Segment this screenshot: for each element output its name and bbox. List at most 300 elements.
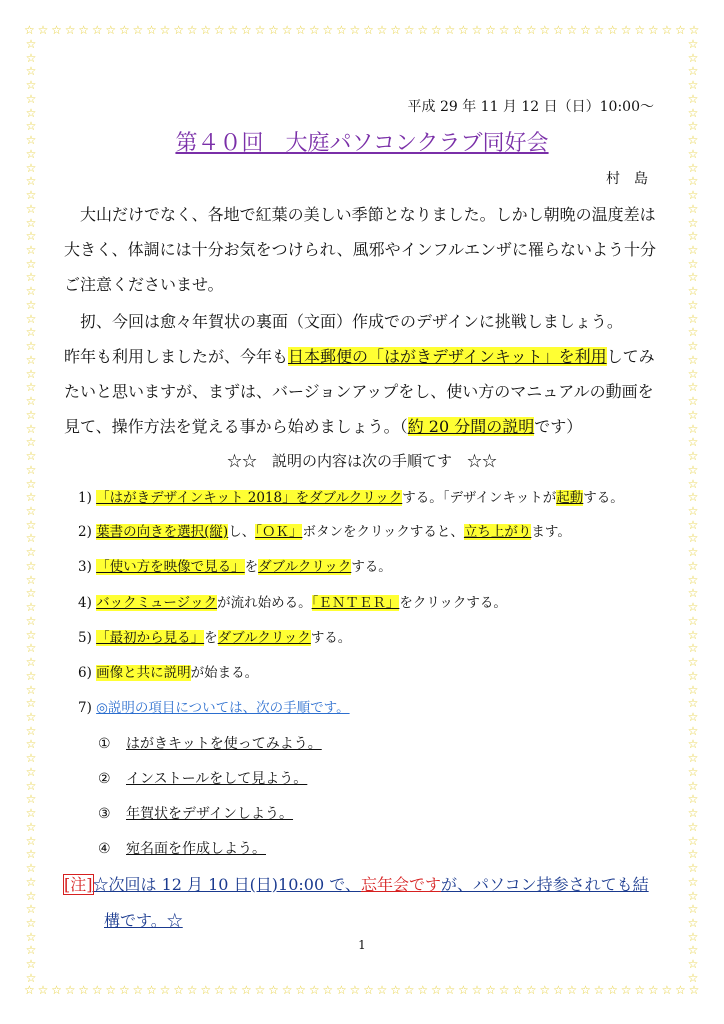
star-icon: ☆ bbox=[687, 627, 699, 642]
star-icon: ☆ bbox=[687, 215, 699, 230]
star-icon: ☆ bbox=[25, 270, 37, 285]
star-icon: ☆ bbox=[687, 861, 699, 876]
star-icon: ☆ bbox=[661, 984, 673, 997]
star-icon: ☆ bbox=[390, 24, 401, 37]
star-icon: ☆ bbox=[25, 970, 37, 984]
star-icon: ☆ bbox=[25, 874, 37, 889]
intro-p2-first-line: 扨、今回は愈々年賀状の裏面（文面）作成でのデザインに挑戦しましょう。 bbox=[80, 312, 623, 331]
star-icon: ☆ bbox=[25, 229, 37, 244]
star-icon: ☆ bbox=[91, 984, 103, 997]
star-icon: ☆ bbox=[25, 38, 37, 51]
star-icon: ☆ bbox=[132, 984, 144, 997]
star-icon: ☆ bbox=[363, 24, 374, 37]
star-icon: ☆ bbox=[25, 50, 37, 65]
star-icon: ☆ bbox=[675, 24, 686, 37]
star-icon: ☆ bbox=[25, 847, 37, 862]
star-icon: ☆ bbox=[634, 24, 646, 37]
star-icon: ☆ bbox=[25, 64, 37, 79]
star-icon: ☆ bbox=[525, 984, 537, 997]
star-icon: ☆ bbox=[25, 311, 37, 326]
star-icon: ☆ bbox=[417, 984, 429, 997]
star-icon: ☆ bbox=[25, 297, 37, 312]
star-icon: ☆ bbox=[25, 325, 37, 340]
star-icon: ☆ bbox=[687, 902, 699, 917]
star-icon: ☆ bbox=[349, 24, 361, 37]
star-icon: ☆ bbox=[620, 984, 632, 997]
star-icon: ☆ bbox=[308, 984, 320, 997]
star-icon: ☆ bbox=[687, 243, 699, 258]
sub-item-text: 宛名面を作成しよう。 bbox=[126, 841, 266, 857]
star-icon: ☆ bbox=[200, 24, 212, 37]
step-2-highlight: 葉書の向きを選択(縦) bbox=[96, 524, 229, 540]
star-icon: ☆ bbox=[687, 517, 699, 532]
star-icon: ☆ bbox=[607, 24, 618, 37]
star-icon: ☆ bbox=[64, 24, 76, 37]
star-icon: ☆ bbox=[687, 174, 699, 189]
star-icon: ☆ bbox=[268, 24, 279, 37]
star-icon: ☆ bbox=[132, 24, 144, 37]
star-icon: ☆ bbox=[25, 352, 37, 367]
star-icon: ☆ bbox=[593, 24, 605, 37]
star-icon: ☆ bbox=[25, 545, 37, 560]
star-icon: ☆ bbox=[403, 24, 415, 37]
star-icon: ☆ bbox=[687, 201, 699, 216]
star-icon: ☆ bbox=[25, 421, 37, 436]
star-icon: ☆ bbox=[25, 819, 37, 834]
star-icon: ☆ bbox=[227, 984, 239, 997]
star-icon: ☆ bbox=[25, 146, 37, 161]
star-icon: ☆ bbox=[25, 655, 37, 670]
star-icon: ☆ bbox=[25, 394, 37, 409]
star-icon: ☆ bbox=[254, 24, 266, 37]
step-1 bbox=[78, 486, 624, 506]
star-icon: ☆ bbox=[159, 984, 171, 997]
star-icon: ☆ bbox=[687, 105, 699, 120]
sub-item bbox=[98, 803, 293, 823]
star-icon: ☆ bbox=[25, 517, 37, 532]
sub-item-text: インストールをして見よう。 bbox=[126, 771, 308, 787]
star-icon: ☆ bbox=[687, 188, 699, 203]
intro-p2-text-b: 昨年も利用しましたが、今年も bbox=[64, 347, 289, 366]
step-number: 4) bbox=[78, 595, 92, 611]
star-icon: ☆ bbox=[687, 435, 699, 450]
intro-p2-highlight-duration: 約 20 分間の説明 bbox=[407, 417, 535, 436]
step-2-text-c: ます。 bbox=[531, 524, 571, 540]
star-icon: ☆ bbox=[593, 984, 605, 997]
star-icon: ☆ bbox=[580, 984, 591, 997]
step-3-text-b: する。 bbox=[351, 559, 392, 575]
star-icon: ☆ bbox=[687, 696, 699, 711]
star-icon: ☆ bbox=[173, 24, 184, 37]
step-5-text-a: を bbox=[204, 630, 218, 646]
star-icon: ☆ bbox=[687, 751, 699, 766]
star-icon: ☆ bbox=[25, 243, 37, 258]
step-3-highlight: 「使い方を映像で見る」 bbox=[96, 559, 245, 575]
star-icon: ☆ bbox=[25, 902, 37, 917]
step-4-highlight: バックミュージック bbox=[96, 595, 218, 611]
star-icon: ☆ bbox=[25, 929, 37, 944]
step-3 bbox=[78, 555, 392, 575]
author-name: 村 島 bbox=[606, 171, 648, 187]
note-red-text: 忘年会です bbox=[360, 875, 441, 894]
star-icon: ☆ bbox=[687, 394, 699, 409]
star-icon: ☆ bbox=[444, 24, 456, 37]
star-icon: ☆ bbox=[25, 737, 37, 752]
star-icon: ☆ bbox=[25, 586, 37, 601]
star-icon: ☆ bbox=[25, 366, 37, 381]
star-icon: ☆ bbox=[687, 297, 699, 312]
sub-item-number: ② bbox=[98, 771, 111, 787]
star-icon: ☆ bbox=[687, 929, 699, 944]
star-icon: ☆ bbox=[25, 600, 37, 615]
star-icon: ☆ bbox=[687, 682, 699, 697]
step-number: 6) bbox=[78, 665, 92, 681]
star-icon: ☆ bbox=[471, 24, 483, 37]
star-icon: ☆ bbox=[25, 490, 37, 505]
star-icon: ☆ bbox=[376, 984, 388, 997]
star-icon: ☆ bbox=[566, 984, 578, 997]
star-icon: ☆ bbox=[118, 24, 130, 37]
star-icon: ☆ bbox=[200, 984, 212, 997]
star-icon: ☆ bbox=[687, 119, 699, 134]
step-1-highlight-2: 起動 bbox=[556, 490, 584, 506]
star-icon: ☆ bbox=[687, 380, 699, 395]
star-icon: ☆ bbox=[173, 984, 184, 997]
star-icon: ☆ bbox=[25, 558, 37, 573]
star-icon: ☆ bbox=[25, 201, 37, 216]
star-icon: ☆ bbox=[687, 64, 699, 79]
star-icon: ☆ bbox=[687, 270, 699, 285]
star-icon: ☆ bbox=[25, 449, 37, 464]
star-icon: ☆ bbox=[580, 24, 591, 37]
star-icon: ☆ bbox=[363, 984, 374, 997]
note-text-b: が、パソコン持参されても結 bbox=[440, 875, 649, 894]
star-icon: ☆ bbox=[25, 215, 37, 230]
step-number: 7) bbox=[78, 700, 92, 716]
star-icon: ☆ bbox=[687, 641, 699, 656]
star-icon: ☆ bbox=[687, 311, 699, 326]
steps-heading: ☆☆ 説明の内容は次の手順てす ☆☆ bbox=[226, 452, 497, 470]
star-icon: ☆ bbox=[687, 449, 699, 464]
star-icon: ☆ bbox=[444, 984, 456, 997]
step-3-highlight-2: ダブルクリック bbox=[258, 559, 352, 575]
star-icon: ☆ bbox=[687, 462, 699, 477]
star-border-right bbox=[686, 38, 700, 984]
star-icon: ☆ bbox=[687, 91, 699, 106]
star-icon: ☆ bbox=[687, 888, 699, 903]
star-icon: ☆ bbox=[498, 984, 510, 997]
star-icon: ☆ bbox=[430, 984, 442, 997]
star-icon: ☆ bbox=[620, 24, 632, 37]
star-icon: ☆ bbox=[25, 256, 37, 271]
star-icon: ☆ bbox=[687, 339, 699, 354]
step-2-highlight-3: 立ち上がり bbox=[463, 524, 532, 540]
star-icon: ☆ bbox=[25, 682, 37, 697]
star-icon: ☆ bbox=[78, 984, 90, 997]
next-meeting-note bbox=[64, 872, 649, 895]
note-bracket: [注] bbox=[64, 875, 93, 894]
star-icon: ☆ bbox=[281, 984, 293, 997]
star-icon: ☆ bbox=[25, 778, 37, 793]
star-icon: ☆ bbox=[25, 668, 37, 683]
star-icon: ☆ bbox=[51, 24, 62, 37]
star-icon: ☆ bbox=[25, 462, 37, 477]
step-5-text-b: する。 bbox=[310, 630, 352, 646]
star-icon: ☆ bbox=[687, 586, 699, 601]
star-icon: ☆ bbox=[25, 613, 37, 628]
sub-item bbox=[98, 768, 307, 788]
star-icon: ☆ bbox=[25, 503, 37, 518]
star-icon: ☆ bbox=[25, 435, 37, 450]
star-icon: ☆ bbox=[25, 764, 37, 779]
star-icon: ☆ bbox=[687, 325, 699, 340]
page-title: 第４０回 大庭パソコンクラブ同好会 bbox=[175, 131, 549, 156]
star-icon: ☆ bbox=[118, 984, 130, 997]
star-icon: ☆ bbox=[430, 24, 442, 37]
star-icon: ☆ bbox=[25, 641, 37, 656]
sub-item-number: ④ bbox=[98, 841, 111, 857]
star-icon: ☆ bbox=[25, 833, 37, 848]
star-icon: ☆ bbox=[213, 984, 225, 997]
step-5-highlight-2: ダブルクリック bbox=[217, 630, 311, 646]
star-icon: ☆ bbox=[687, 352, 699, 367]
star-icon: ☆ bbox=[687, 490, 699, 505]
intro-paragraph-2 bbox=[64, 304, 660, 444]
star-icon: ☆ bbox=[25, 627, 37, 642]
step-2 bbox=[78, 520, 571, 540]
star-icon: ☆ bbox=[661, 24, 673, 37]
star-border-left bbox=[24, 38, 38, 984]
star-icon: ☆ bbox=[687, 558, 699, 573]
page-number: 1 bbox=[358, 938, 366, 952]
star-icon: ☆ bbox=[687, 366, 699, 381]
star-icon: ☆ bbox=[25, 723, 37, 738]
star-icon: ☆ bbox=[25, 78, 37, 93]
star-icon: ☆ bbox=[25, 174, 37, 189]
intro-p2-highlight-kit: 日本郵便の「はがきデザインキット」を利用 bbox=[288, 347, 607, 366]
step-2-highlight-2: 「ＯＫ」 bbox=[255, 524, 303, 540]
star-border-bottom bbox=[24, 984, 700, 998]
star-icon: ☆ bbox=[25, 91, 37, 106]
star-icon: ☆ bbox=[281, 24, 293, 37]
star-border-top bbox=[24, 24, 700, 38]
step-7-text: ◎説明の項目については、次の手順です。 bbox=[96, 700, 350, 716]
star-icon: ☆ bbox=[322, 984, 334, 997]
star-icon: ☆ bbox=[458, 984, 469, 997]
star-icon: ☆ bbox=[295, 24, 307, 37]
intro-paragraph-1: 大山だけでなく、各地で紅葉の美しい季節となりました。しかし朝晩の温度差は大きく、体調には十分お気をつけられ、風邪やインフルエンザに罹らないよう十分ご注意くださいませ。 bbox=[64, 205, 657, 294]
star-icon: ☆ bbox=[37, 24, 49, 37]
star-icon: ☆ bbox=[687, 792, 699, 807]
star-icon: ☆ bbox=[647, 24, 659, 37]
star-icon: ☆ bbox=[687, 613, 699, 628]
star-icon: ☆ bbox=[25, 861, 37, 876]
star-icon: ☆ bbox=[566, 24, 578, 37]
star-icon: ☆ bbox=[25, 957, 37, 972]
star-icon: ☆ bbox=[687, 133, 699, 148]
star-icon: ☆ bbox=[687, 38, 699, 51]
step-number: 3) bbox=[78, 559, 92, 575]
step-6-text-a: が始まる。 bbox=[190, 665, 259, 681]
star-icon: ☆ bbox=[37, 984, 49, 997]
star-icon: ☆ bbox=[687, 655, 699, 670]
step-2-text-b: ボタンをクリックすると、 bbox=[302, 524, 464, 540]
star-icon: ☆ bbox=[186, 24, 198, 37]
star-icon: ☆ bbox=[105, 24, 117, 37]
star-icon: ☆ bbox=[25, 380, 37, 395]
star-icon: ☆ bbox=[525, 24, 537, 37]
star-icon: ☆ bbox=[687, 531, 699, 546]
star-icon: ☆ bbox=[24, 24, 35, 37]
star-icon: ☆ bbox=[25, 696, 37, 711]
intro-p2-text-c: してみたいと思いますが、まずは、バージョンアップをし、使い方のマニュアルの動画を見て、操作方法を覚える事から始めましょう。（ bbox=[64, 347, 655, 436]
star-icon: ☆ bbox=[25, 119, 37, 134]
step-4-text-b: をクリックする。 bbox=[399, 595, 507, 611]
star-icon: ☆ bbox=[458, 24, 469, 37]
star-icon: ☆ bbox=[25, 888, 37, 903]
star-icon: ☆ bbox=[24, 984, 35, 997]
star-icon: ☆ bbox=[25, 943, 37, 958]
star-icon: ☆ bbox=[25, 160, 37, 175]
star-icon: ☆ bbox=[687, 970, 699, 984]
step-6 bbox=[78, 661, 258, 681]
star-icon: ☆ bbox=[687, 737, 699, 752]
star-icon: ☆ bbox=[390, 984, 401, 997]
star-icon: ☆ bbox=[335, 984, 347, 997]
step-6-highlight: 画像と共に説明 bbox=[96, 665, 191, 681]
star-icon: ☆ bbox=[25, 339, 37, 354]
star-icon: ☆ bbox=[687, 160, 699, 175]
star-icon: ☆ bbox=[539, 24, 551, 37]
sub-item-number: ③ bbox=[98, 806, 111, 822]
star-icon: ☆ bbox=[687, 874, 699, 889]
star-icon: ☆ bbox=[687, 943, 699, 958]
star-icon: ☆ bbox=[322, 24, 334, 37]
step-4-highlight-2: 「ＥＮＴＥＲ」 bbox=[311, 595, 400, 611]
star-icon: ☆ bbox=[417, 24, 429, 37]
star-icon: ☆ bbox=[186, 984, 198, 997]
star-icon: ☆ bbox=[403, 984, 415, 997]
star-icon: ☆ bbox=[91, 24, 103, 37]
sub-item bbox=[98, 733, 322, 753]
date-line: 平成 29 年 11 月 12 日（日）10:00～ bbox=[407, 99, 654, 115]
star-icon: ☆ bbox=[675, 984, 686, 997]
step-1-text-b: する。 bbox=[583, 490, 624, 506]
star-icon: ☆ bbox=[25, 792, 37, 807]
star-icon: ☆ bbox=[146, 984, 157, 997]
star-icon: ☆ bbox=[213, 24, 225, 37]
star-icon: ☆ bbox=[687, 806, 699, 821]
step-number: 2) bbox=[78, 524, 92, 540]
step-4-text-a: が流れ始める。 bbox=[217, 595, 312, 611]
star-icon: ☆ bbox=[25, 284, 37, 299]
star-icon: ☆ bbox=[687, 957, 699, 972]
star-icon: ☆ bbox=[25, 188, 37, 203]
sub-item-number: ① bbox=[98, 736, 111, 752]
note-text-a: ☆次回は 12 月 10 日(日)10:00 で、 bbox=[92, 875, 361, 894]
star-icon: ☆ bbox=[687, 146, 699, 161]
star-icon: ☆ bbox=[687, 545, 699, 560]
star-icon: ☆ bbox=[146, 24, 157, 37]
intro-p2-text-d: です） bbox=[534, 417, 583, 436]
next-meeting-note-line-2: 構です。☆ bbox=[104, 911, 183, 930]
star-icon: ☆ bbox=[634, 984, 646, 997]
star-icon: ☆ bbox=[25, 476, 37, 491]
star-icon: ☆ bbox=[688, 24, 700, 37]
star-icon: ☆ bbox=[268, 984, 279, 997]
star-icon: ☆ bbox=[376, 24, 388, 37]
step-number: 1) bbox=[78, 490, 92, 506]
star-icon: ☆ bbox=[335, 24, 347, 37]
star-icon: ☆ bbox=[687, 600, 699, 615]
star-icon: ☆ bbox=[349, 984, 361, 997]
star-icon: ☆ bbox=[254, 984, 266, 997]
star-icon: ☆ bbox=[485, 24, 496, 37]
star-icon: ☆ bbox=[687, 476, 699, 491]
star-icon: ☆ bbox=[308, 24, 320, 37]
star-icon: ☆ bbox=[687, 284, 699, 299]
star-icon: ☆ bbox=[687, 503, 699, 518]
star-icon: ☆ bbox=[688, 984, 700, 997]
star-icon: ☆ bbox=[25, 407, 37, 422]
star-icon: ☆ bbox=[512, 24, 524, 37]
star-icon: ☆ bbox=[498, 24, 510, 37]
star-icon: ☆ bbox=[485, 984, 496, 997]
star-icon: ☆ bbox=[241, 984, 252, 997]
sub-item bbox=[98, 838, 266, 858]
star-icon: ☆ bbox=[227, 24, 239, 37]
star-icon: ☆ bbox=[25, 531, 37, 546]
step-3-text-a: を bbox=[244, 559, 259, 575]
star-icon: ☆ bbox=[51, 984, 62, 997]
star-icon: ☆ bbox=[552, 24, 564, 37]
star-icon: ☆ bbox=[687, 764, 699, 779]
star-icon: ☆ bbox=[25, 105, 37, 120]
star-icon: ☆ bbox=[25, 133, 37, 148]
star-icon: ☆ bbox=[687, 723, 699, 738]
star-icon: ☆ bbox=[687, 572, 699, 587]
star-icon: ☆ bbox=[687, 50, 699, 65]
star-icon: ☆ bbox=[687, 847, 699, 862]
star-icon: ☆ bbox=[241, 24, 252, 37]
step-number: 5) bbox=[78, 630, 92, 646]
star-icon: ☆ bbox=[78, 24, 90, 37]
star-icon: ☆ bbox=[25, 709, 37, 724]
step-4 bbox=[78, 591, 507, 611]
sub-item-text: はがきキットを使ってみよう。 bbox=[126, 736, 322, 752]
star-icon: ☆ bbox=[64, 984, 76, 997]
star-icon: ☆ bbox=[25, 572, 37, 587]
step-5-highlight: 「最初から見る」 bbox=[96, 630, 205, 646]
star-icon: ☆ bbox=[687, 421, 699, 436]
star-icon: ☆ bbox=[687, 229, 699, 244]
star-icon: ☆ bbox=[687, 78, 699, 93]
step-7 bbox=[78, 696, 350, 716]
sub-item-text: 年賀状をデザインしよう。 bbox=[126, 806, 294, 822]
star-icon: ☆ bbox=[687, 833, 699, 848]
star-icon: ☆ bbox=[687, 709, 699, 724]
star-icon: ☆ bbox=[159, 24, 171, 37]
step-2-text-a: し、 bbox=[228, 524, 256, 540]
star-icon: ☆ bbox=[25, 806, 37, 821]
star-icon: ☆ bbox=[295, 984, 307, 997]
star-icon: ☆ bbox=[607, 984, 618, 997]
star-icon: ☆ bbox=[25, 751, 37, 766]
step-1-text-a: する。「デザインキットが bbox=[402, 490, 557, 506]
star-icon: ☆ bbox=[471, 984, 483, 997]
star-icon: ☆ bbox=[647, 984, 659, 997]
star-icon: ☆ bbox=[687, 778, 699, 793]
